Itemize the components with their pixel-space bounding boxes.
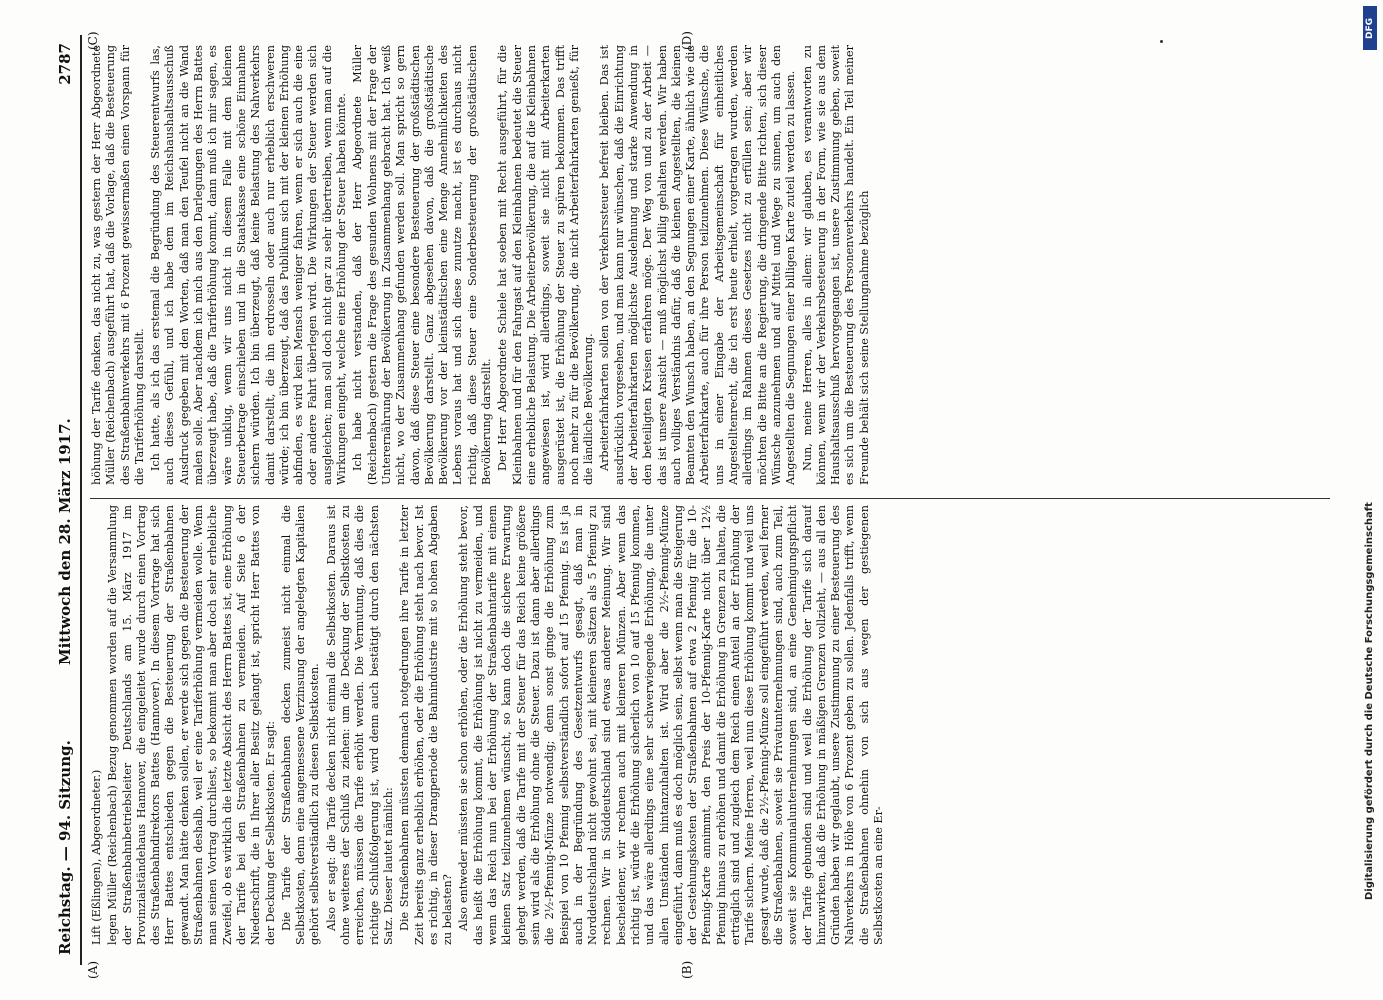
- paragraph: Also entweder müssten sie schon erhöhen, oder die Erhöhung steht bevor, das heißt die Erhöhung kommt, die Erhöhung ist nicht zu vermeiden, und wenn das Reich nun bei der Erhöhung der Straßenbahntarife mit einem kleinen Satz teilzunehmen wünscht, so kann doch die sichere Erwartung gehegt werden, daß die Tarife mit der Steuer für das Reich keine größere sein wird als die Erhöhung ohne die Steuer. Dazu ist dann aber allerdings die 2½-Pfennig-Münze notwendig; denn sonst ginge die Erhöhung zum Beispiel von 10 Pfennig selbstverständlich sofort auf 15 Pfennig. Es ist ja auch in der Begründung des Gesetzentwurfs gesagt, daß man in Norddeutschland nicht gewohnt sei, mit kleineren Sätzen als 5 Pfennig zu rechnen. Wir in Süddeutschland sind etwas anderer Meinung. Wir sind bescheidener, wir rechnen auch mit kleineren Münzen. Aber wenn das richtig ist, würde die Erhöhung sicherlich von 10 auf 15 Pfennig kommen, und das wäre allerdings eine sehr schwerwiegende Erhöhung, die unter allen Umständen hintanzuhalten ist. Wird aber die 2½-Pfennig-Münze eingeführt, dann muß es doch möglich sein, selbst wenn man die Steigerung der Gestehungskosten der Straßenbahnen auf etwa 2 Pfennig für die 10-Pfennig-Karte annimmt, den Preis der 10-Pfennig-Karte nicht über 12½ Pfennig hinaus zu erhöhen und damit die Erhöhung in Grenzen zu halten, die erträglich sind und zugleich dem Reich einen Anteil an der Erhöhung der Tarife sichern. Meine Herren, weil nun diese Erhöhung kommt und weil uns gesagt wurde, daß die 2½-Pfennig-Münze soll eingeführt werden, weil ferner die Straßenbahnen, soweit sie Privatunternehmungen sind, auch zum Teil, soweit sie Kommunalunternehmungen sind, an eine Genehmigungspflicht der Tarife gebunden sind und weil die Erhöhung der Tarife sich darauf hinzuwirken, daß die Erhöhung in mäßigen Grenzen vollzieht, — aus all den Gründen haben wir geglaubt, unsere Zustimmung zu einer Besteuerung des Nahverkehrs in Höhe von 6 Prozent geben zu sollen. Jedenfalls trifft, wenn die Straßenbahnen ohnehin von sich aus wegen der gestiegenen Selbstkosten an eine Er-: [457, 505, 886, 945]
- margin-marker-a: (A): [86, 960, 100, 979]
- left-column: [90, 505, 1330, 945]
- header-date: Mittwoch den 28. März 1917.: [56, 418, 74, 665]
- digitization-credit: Digitalisierung gefördert durch die Deutsche Forschungsgemeinschaft: [1364, 502, 1375, 900]
- speck: [1160, 40, 1163, 43]
- paragraph: legen Müller (Reichenbach) Bezug genommen worden auf die Versammlung der Straßenbahnbetriebsleiter Deutschlands am 15. März 1917 im Provinzialständehaus Hannover, die eingeleitet wurde durch einen Vortrag des Straßenbahndirektors Battes (Hannover). In diesem Vortrage hat sich Herr Battes entschieden gegen die Besteuerung der Straßenbahnen gewandt. Man hätte denken sollen, er werde sich gegen die Besteuerung der Straßenbahnen deshalb, weil er eine Tariferhöhung vermeiden wolle. Wenn man seinen Vortrag durchliest, so bekommt man aber doch sehr erhebliche Zweifel, ob es wirklich die letzte Absicht des Herrn Battes ist, eine Erhöhung der Tarife bei den Straßenbahnen zu vermeiden. Auf Seite 6 der Niederschrift, die in Ihrer aller Besitz gelangt ist, spricht Herr Battes von der Deckung der Selbstkosten. Er sagt:: [106, 505, 277, 945]
- paragraph: höhung der Tarife denken, das nicht zu, was gestern der Herr Abgeordnete Müller (Reichenbach) ausgeführt hat, daß die Vorlage, daß die Besteuerung des Straßenbahnverkehrs mit 6 Prozent gewissermaßen einen Vorspann für die Tariferhöhung darstellt.: [90, 45, 146, 485]
- paragraph: Ich habe nicht verstanden, daß der Herr Abgeordnete Müller (Reichenbach) gestern die Frage des gesunden Wohnens mit der Frage der Unterernährung der Bevölkerung in Zusammenhang gebracht hat. Ich weiß nicht, wo der Zusammenhang gefunden werden soll. Man spricht so gern davon, daß diese Steuer eine besondere Besteuerung der großstädtischen Bevölkerung darstellt. Ganz abgesehen davon, daß die großstädtische Bevölkerung vor der kleinstädtischen eine Menge Annehmlichkeiten des Lebens voraus hat und sich diese zunutze macht, ist es durchaus nicht richtig, daß diese Steuer eine Sonderbesteuerung der großstädtischen Bevölkerung darstellt.: [351, 45, 494, 485]
- margin-marker-d: (D): [680, 31, 694, 50]
- speaker-line: Lift (Eßlingen), Abgeordneter.): [90, 769, 103, 945]
- paragraph: Nun, meine Herren, alles in allem: wir glauben, es verantworten zu können, wenn wir der Verkehrsbesteuerung in der Form, wie sie aus dem Haushaltsausschuß hervorgegangen ist, unsere Zustimmung geben, soweit es sich um die Besteuerung des Personenverkehrs handelt. Ein Teil meiner Freunde behält sich seine Stellungnahme bezüglich: [800, 45, 871, 485]
- page-number: 2787: [56, 43, 74, 85]
- page-header: [50, 35, 82, 965]
- paragraph: Der Herr Abgeordnete Schiele hat soeben mit Recht ausgeführt, für die Kleinbahnen und für den Fahrgast auf den Kleinbahnen bedeutet die Steuer eine erhebliche Belastung. Die Arbeiterbevölkerung, die auf die Kleinbahnen angewiesen ist, wird allerdings, soweit sie nicht mit Arbeiterkarten ausgerüstet ist, die Erhöhung der Steuer zu spüren bekommen. Das trifft noch mehr zu für die Bevölkerung, die nicht Arbeiterfahrkarten genießt, für die ländliche Bevölkerung.: [496, 45, 596, 485]
- column-divider: [90, 498, 1330, 499]
- paragraph: Also er sagt: die Tarife decken nicht einmal die Selbstkosten. Daraus ist ohne weiteres der Schluß zu ziehen: um die Deckung der Selbstkosten zu erreichen, müssen die Tarife erhöht werden. Die Vermutung, daß dies die richtige Schlußfolgerung ist, wird denn auch bestätigt durch den nächsten Satz. Dieser lautet nämlich:: [324, 505, 395, 945]
- margin-marker-c: (C): [86, 31, 100, 50]
- quote-paragraph: Die Straßenbahnen müssten demnach notgedrungen ihre Tarife in letzter Zeit bereits ganz erheblich erhöhen, oder die Erhöhung steht nach bevor. Ist es richtig, in dieser Drangperiode die Bahnindustrie mit so hohen Abgaben zu belasten?: [398, 505, 455, 945]
- newspaper-sheet: [50, 31, 1340, 979]
- margin-marker-b: (B): [680, 960, 694, 979]
- dfg-logo: DFG: [1363, 6, 1377, 50]
- quote-paragraph: Die Tarife der Straßenbahnen decken zumeist nicht einmal die Selbstkosten, denn eine angemessene Verzinsung der angelegten Kapitalien gehört selbstverständlich zu diesen Selbstkosten.: [279, 505, 322, 945]
- paragraph: Ich hatte, als ich das erstemal die Begründung des Steuerentwurfs las, auch dieses Gefühl, und ich habe dem im Reichshaushaltsausschuß Ausdruck gegeben mit den Worten, daß man den Teufel nicht an die Wand malen solle. Aber nachdem ich mich aus den Darlegungen des Herrn Battes überzeugt habe, daß die Tariferhöhung kommt, dann muß ich mir sagen, es wäre unklug, wenn wir uns nicht in diesem Falle mit dem kleinen Steuerbetrage einschieben und in die Staatskasse eine schöne Einnahme sichern würden. Ich bin überzeugt, daß keine Belastung des Nahverkehrs damit darstellt, die ihn erdrosseln oder auch nur erheblich erschweren würde; ich bin überzeugt, daß das Publikum sich mit der kleinen Erhöhung abfinden, es wird kein Mensch weniger fahren, wenn er sich auch die eine oder andere Fahrt überlegen wird. Die Wirkungen der Steuer werden sich ausgleichen; man soll doch nicht gar zu sehr übertreiben, wenn man auf die Wirkungen eingeht, welche eine Erhöhung der Steuer haben könnte.: [149, 45, 349, 485]
- right-column: [90, 45, 1330, 485]
- paragraph: Arbeiterfahrkarten sollen von der Verkehrssteuer befreit bleiben. Das ist ausdrücklich vorgesehen, und man kann nur wünschen, daß die Einrichtung der Arbeiterfahrkarten möglichste Ausdehnung und starke Anwendung in den beteiligten Kreisen erfahren möge. Der Weg von und zu der Arbeit — das ist unsere Ansicht — muß möglichst billig gehalten werden. Wir haben auch volliges Verständnis dafür, daß die kleinen Angestellten, die kleinen Beamten den Wunsch haben, an den Segnungen einer Karte, ähnlich wie die Arbeiterfahrkarte, auch für ihre Person teilzunehmen. Diese Wünsche, die uns in einer Eingabe der Arbeitsgemeinschaft für einheitliches Angestelltenrecht, die ich erst heute erhielt, vorgetragen wurden, werden allerdings im Rahmen dieses Gesetzes nicht zu erfüllen sein; aber wir möchten die Bitte an die Regierung, die dringende Bitte richten, sich dieser Wünsche anzunehmen und auf Mittel und Wege zu sinnen, um auch den Angestellten die Segnungen einer billigen Karte zuteil werden zu lassen.: [598, 45, 798, 485]
- header-session: Reichstag. — 94. Sitzung.: [56, 740, 74, 955]
